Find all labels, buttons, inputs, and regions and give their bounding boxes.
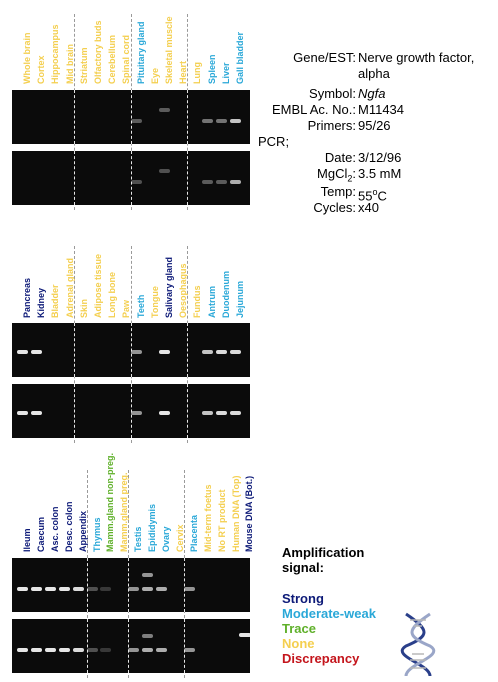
pcr-key: PCR; — [258, 134, 290, 149]
symbol-value: Ngfa — [358, 86, 386, 101]
gel-band — [159, 169, 170, 173]
symbol-key: Symbol: — [309, 86, 356, 101]
gel-lane-separator — [128, 558, 129, 612]
lane-label: Human DNA (Top) — [230, 475, 241, 552]
mgcl2-key-b: : — [352, 166, 356, 181]
gel-band — [100, 587, 111, 591]
gel-band — [142, 634, 153, 638]
gel-band — [31, 587, 42, 591]
gel-image-panel1-bottom — [12, 151, 250, 205]
gel-band — [31, 648, 42, 652]
gel-lane-separator — [74, 323, 75, 377]
gel-band — [31, 411, 42, 415]
mgcl2-value: 3.5 mM — [358, 166, 402, 181]
gel-band — [142, 648, 153, 652]
lane-label: Oesophagus — [178, 263, 189, 318]
dna-helix-icon — [400, 612, 436, 678]
temp-value-sup: o — [372, 187, 378, 197]
lane-label: Skeletal muscle — [164, 16, 174, 84]
gel-band — [230, 411, 241, 415]
lane-label: Olfactory buds — [93, 20, 103, 84]
gel-band — [59, 648, 70, 652]
lane-label: Cervix — [174, 524, 185, 552]
mgcl2-key-sub: 2 — [347, 173, 353, 184]
gel-band — [31, 350, 42, 354]
lane-label: Eye — [149, 67, 160, 84]
gel-band — [128, 648, 139, 652]
gel-band — [17, 350, 28, 354]
lane-label: Cortex — [36, 55, 47, 84]
lane-label: Ovary — [161, 526, 171, 552]
gel-lane-separator — [87, 558, 88, 612]
embl-key: EMBL Ac. No.: — [271, 102, 356, 117]
primers-value: 95/26 — [358, 118, 391, 133]
gel-band — [230, 350, 241, 354]
gel-band — [17, 411, 28, 415]
gel-band — [230, 119, 241, 123]
lane-label: Adrenal gland — [64, 257, 75, 318]
gel-lane-separator — [184, 619, 185, 673]
gel-image-panel3-top — [12, 558, 250, 612]
primers-key: Primers: — [307, 118, 356, 133]
temp-value-a: 55 — [358, 188, 373, 204]
gel-band — [216, 350, 227, 354]
gene-value-cont: alpha — [358, 66, 390, 81]
lane-label: Pituitary gland — [135, 21, 146, 84]
lane-label: Thymus — [91, 517, 102, 552]
gel-band — [216, 119, 227, 123]
gel-lane-separator — [74, 90, 75, 144]
lane-label: Pancreas — [22, 277, 32, 318]
gel-band — [142, 573, 153, 577]
gel-lane-separator — [128, 619, 129, 673]
lane-label: Antrum — [206, 286, 217, 318]
lane-label: Fundus — [192, 285, 203, 318]
gel-band — [87, 648, 98, 652]
gel-band — [17, 587, 28, 591]
gel-band — [202, 180, 213, 184]
lane-label: Bladder — [50, 284, 61, 318]
lane-label: Liver — [220, 62, 231, 84]
lane-label: Mamm.gland preg. — [119, 472, 130, 552]
gel-band — [216, 180, 227, 184]
gel-band — [202, 411, 213, 415]
gel-band — [17, 648, 28, 652]
gel-image-panel3-bottom — [12, 619, 250, 673]
lane-label: Lung — [192, 62, 203, 84]
lane-label: Striatum — [78, 47, 89, 84]
lane-label: Gall bladder — [235, 31, 245, 84]
lane-label: Mid-term foetus — [202, 484, 213, 552]
gel-band — [159, 411, 170, 415]
gel-band — [59, 587, 70, 591]
gene-key: Gene/EST: — [293, 50, 356, 65]
gel-band — [45, 587, 56, 591]
gel-band — [131, 119, 142, 123]
cycles-key: Cycles: — [313, 200, 356, 215]
lane-label: Epididymis — [147, 503, 158, 552]
lane-label: Spinal cord — [121, 34, 132, 84]
gel-band — [131, 180, 142, 184]
gel-band — [159, 350, 170, 354]
lane-label: Duodenum — [220, 271, 231, 318]
lane-label: Desc. colon — [63, 501, 74, 552]
lane-label: Spleen — [206, 54, 217, 84]
legend-title-line1: Amplification — [282, 545, 365, 560]
gel-band — [184, 587, 195, 591]
lane-label: Tongue — [149, 286, 160, 318]
lane-label: Long bone — [107, 272, 118, 318]
cycles-value: x40 — [358, 200, 379, 215]
lane-label: Mamm.gland non-preg. — [105, 453, 116, 552]
lane-label: Heart — [178, 60, 189, 84]
mgcl2-key-a: MgCl — [317, 166, 348, 181]
gel-band — [156, 648, 167, 652]
temp-value-b: C — [377, 188, 387, 204]
lane-label: Jejunum — [235, 280, 245, 318]
gel-band — [131, 350, 142, 354]
embl-value: M11434 — [358, 102, 405, 117]
legend-title-line2: signal: — [282, 560, 324, 575]
gel-lane-separator — [184, 558, 185, 612]
gel-lane-separator — [187, 384, 188, 438]
lane-label: Appendix — [77, 510, 88, 552]
gel-lane-separator — [131, 323, 132, 377]
gel-image-panel1-top — [12, 90, 250, 144]
gel-band — [73, 648, 84, 652]
lane-label: Paw — [121, 299, 132, 318]
gel-band — [159, 108, 170, 112]
date-key: Date: — [324, 150, 356, 165]
legend-item-none: None — [282, 636, 315, 651]
gel-band — [239, 633, 250, 637]
lane-label: Whole brain — [22, 32, 32, 84]
legend-item-discrepancy: Discrepancy — [282, 651, 360, 666]
lane-label: Salivary gland — [164, 256, 174, 318]
lane-label: Adipose tissue — [93, 253, 103, 318]
gel-band — [184, 648, 195, 652]
gel-band — [142, 587, 153, 591]
gel-lane-separator — [131, 90, 132, 144]
gel-image-panel2-bottom — [12, 384, 250, 438]
lane-label: Testis — [133, 526, 144, 552]
lane-label: Mouse DNA (Bot.) — [244, 475, 255, 552]
gel-band — [202, 119, 213, 123]
gel-band — [128, 587, 139, 591]
gel-band — [87, 587, 98, 591]
gel-band — [216, 411, 227, 415]
gel-band — [156, 587, 167, 591]
gel-lane-separator — [187, 323, 188, 377]
lane-label: Mid brain — [64, 44, 75, 84]
gel-band — [45, 648, 56, 652]
gel-image-panel2-top — [12, 323, 250, 377]
lane-label: Kidney — [36, 287, 47, 318]
gel-band — [100, 648, 111, 652]
gel-lane-separator — [131, 384, 132, 438]
lane-label: Hippocampus — [50, 24, 61, 84]
lane-label: Skin — [78, 298, 89, 318]
legend-item-strong: Strong — [282, 591, 324, 606]
gel-band — [230, 180, 241, 184]
lane-label: Placenta — [188, 514, 199, 552]
gel-band — [131, 411, 142, 415]
gel-lane-separator — [87, 619, 88, 673]
gene-value: Nerve growth factor, — [358, 50, 475, 65]
gel-lane-separator — [74, 384, 75, 438]
gel-lane-separator — [187, 151, 188, 205]
legend-item-moderate-weak: Moderate-weak — [282, 606, 376, 621]
lane-label: Asc. colon — [49, 506, 60, 552]
lane-label: Teeth — [135, 294, 146, 318]
gel-band — [73, 587, 84, 591]
lane-label: Ileum — [22, 528, 32, 552]
legend-item-trace: Trace — [282, 621, 316, 636]
gel-lane-separator — [131, 151, 132, 205]
date-value: 3/12/96 — [358, 150, 402, 165]
lane-label: No RT product — [216, 489, 227, 552]
temp-key: Temp: — [320, 184, 356, 199]
lane-label: Caecum — [35, 516, 46, 552]
gel-lane-separator — [74, 151, 75, 205]
lane-label: Cerebellum — [107, 34, 118, 84]
gel-lane-separator — [187, 90, 188, 144]
gel-band — [202, 350, 213, 354]
amplification-legend — [282, 545, 376, 666]
